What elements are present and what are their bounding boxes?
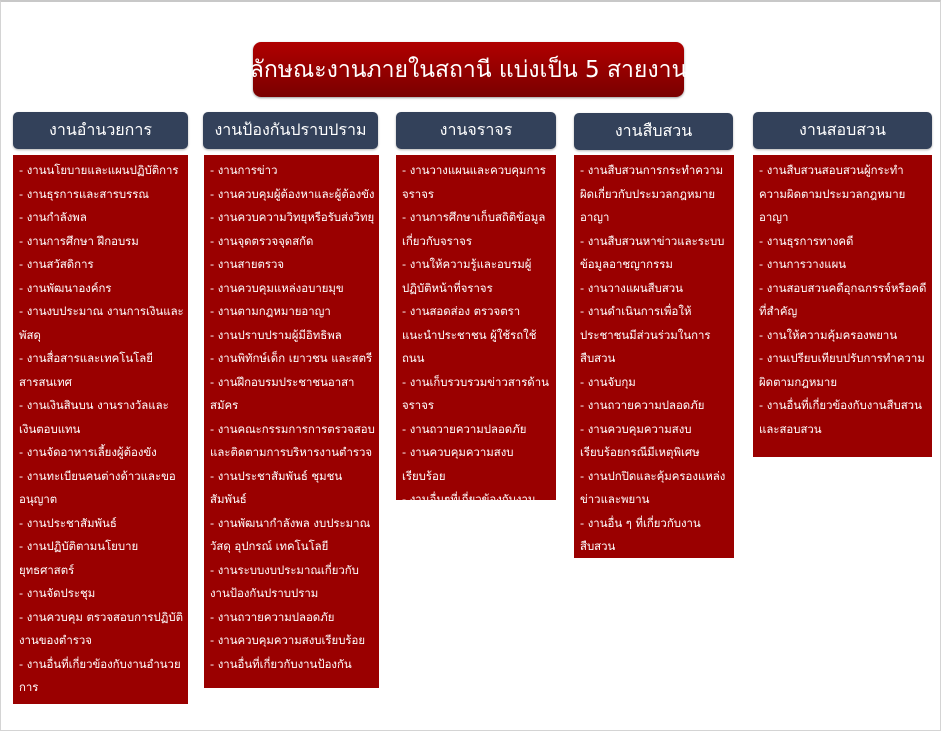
duty-item: - งานวางแผนและควบคุมการจราจร [402, 163, 546, 201]
duty-item: - งานวางแผนสืบสวน [580, 280, 683, 295]
duty-item: - งานให้ความรู้และอบรมผู้ปฏิบัติหน้าที่จราจร [402, 257, 532, 295]
duty-item: - งานปราบปรามผู้มีอิทธิพล [210, 327, 342, 342]
duty-item: - งานระบบงบประมาณเกี่ยวกับงานป้องกันปราบปราม [210, 562, 359, 600]
duty-item: - งานเปรียบเทียบปรับการทำความผิดตามกฎหมาย [759, 351, 925, 389]
duty-item: - งานการข่าว [210, 163, 278, 177]
column-box-administration [13, 155, 188, 704]
duty-item: - งานจัดอาหารเลี้ยงผู้ต้องขัง [19, 445, 157, 459]
column-header-crime-prevention: งานป้องกันปราบปราม [203, 112, 378, 149]
duty-item: - งานสายตรวจ [210, 257, 285, 271]
duty-item: - งานปฏิบัติตามนโยบายยุทธศาสตร์ [19, 539, 139, 577]
duty-list [402, 159, 552, 512]
duty-item: - งานถวายความปลอดภัย [580, 398, 705, 412]
duty-item: - งานทะเบียนคนต่างด้าวและขออนุญาต [19, 468, 176, 506]
duty-item: - งานจัดประชุม [19, 586, 96, 600]
duty-list [580, 159, 730, 559]
duty-item: - งานประชาสัมพันธ์ [19, 515, 117, 530]
duty-item: - งานประชาสัมพันธ์ ชุมชนสัมพันธ์ [210, 468, 343, 506]
duty-item: - งานเก็บรวบรวมข่าวสารด้านจราจร [402, 374, 549, 412]
duty-item: - งานจุดตรวจจุดสกัด [210, 233, 314, 248]
duty-item: - งานควบความวิทยุหรือรับส่งวิทยุ [210, 210, 375, 224]
duty-item: - งานสวัสดิการ [19, 257, 94, 271]
duty-item: - งานอื่นที่เกี่ยวข้องกับงานสืบสวนและสอบสวน [759, 398, 922, 436]
duty-item: - งานธุรการและสารบรรณ [19, 186, 149, 201]
duty-item: - งานควบคุมความสงบเรียบร้อย [210, 633, 366, 647]
column-box-crime-prevention [204, 155, 379, 688]
duty-item: - งานพัฒนากำลังพล งบประมาณ วัสดุ อุปกรณ์ เทคโนโลยี [210, 515, 371, 553]
duty-item: - งานควบคุมผู้ต้องหาและผู้ต้องขัง [210, 186, 375, 201]
duty-item: - งานอื่นๆที่เกี่ยวข้องกับงาน [402, 492, 536, 506]
duty-item: - งานสืบสวนการกระทำความผิดเกี่ยวกับประมวลกฎหมายอาญา [580, 163, 724, 224]
duty-item: - งานควบคุม ตรวจสอบการปฏิบัติงานของตำรวจ [19, 609, 183, 647]
duty-list [210, 159, 375, 676]
column-box-investigation [574, 155, 734, 558]
duty-item: - งานพัฒนาองค์กร [19, 280, 112, 295]
duty-list [19, 159, 184, 700]
column-box-traffic [396, 155, 556, 506]
duty-item: - งานควบคุมความสงบเรียบร้อยกรณีมีเหตุพิเศษ [580, 421, 700, 459]
duty-item: - งานนโยบายและแผนปฏิบัติการ [19, 163, 179, 177]
column-header-administration: งานอำนวยการ [13, 112, 188, 149]
page-title: ลักษณะงานภายในสถานี แบ่งเป็น 5 สายงาน [253, 42, 684, 97]
column-header-traffic: งานจราจร [396, 112, 556, 149]
duty-item: - งานสืบสวนสอบสวนผู้กระทำความผิดตามประมวลกฎหมายอาญา [759, 163, 906, 224]
duty-item: - งานสอดส่อง ตรวจตรา แนะนำประชาชน ผู้ใช้รถใช้ถนน [402, 304, 537, 365]
duty-item: - งานสอบสวนคดีอุกฉกรรจ์หรือคดีที่สำคัญ [759, 280, 927, 318]
duty-item: - งานการศึกษา ฝึกอบรม [19, 233, 139, 248]
duty-item: - งานอื่นที่เกี่ยวกับงานป้องกัน [210, 656, 352, 671]
column-header-investigation: งานสืบสวน [574, 113, 733, 150]
duty-item: - งานอื่น ๆ ที่เกี่ยวกับงานสืบสวน [580, 515, 701, 553]
duty-list [759, 159, 928, 441]
duty-item: - งานสื่อสารและเทคโนโลยีสารสนเทศ [19, 351, 153, 389]
duty-item: - งานฝึกอบรมประชาชนอาสาสมัคร [210, 374, 355, 412]
duty-item: - งานคณะกรรมการการตรวจสอบและติดตามการบริหารงานตำรวจ [210, 421, 375, 459]
duty-item: - งานให้ความคุ้มครองพยาน [759, 327, 898, 342]
duty-item: - งานการวางแผน [759, 257, 847, 271]
duty-item: - งานธุรการทางคดี [759, 233, 854, 248]
duty-item: - งานควบคุมแหล่งอบายมุข [210, 280, 344, 295]
duty-item: - งานกำลังพล [19, 210, 87, 224]
duty-item: - งานพิทักษ์เด็ก เยาวชน และสตรี [210, 351, 373, 365]
duty-item: - งานการศึกษาเก็บสถิติข้อมูลเกี่ยวกับจราจร [402, 210, 546, 248]
duty-item: - งานเงินสินบน งานรางวัลและเงินตอบแทน [19, 398, 169, 436]
column-box-inquiry [753, 155, 932, 457]
duty-item: - งานตามกฎหมายอาญา [210, 304, 331, 318]
duty-item: - งานถวายความปลอดภัย [210, 609, 335, 624]
duty-item: - งานดำเนินการเพื่อให้ประชาชนมีส่วนร่วมในการสืบสวน [580, 304, 711, 365]
duty-item: - งานถวายความปลอดภัย [402, 421, 527, 436]
duty-item: - งานควบคุมความสงบเรียบร้อย [402, 445, 514, 483]
duty-item: - งานจับกุม [580, 374, 636, 389]
column-header-inquiry: งานสอบสวน [753, 112, 932, 149]
duty-item: - งานอื่นที่เกี่ยวข้องกับงานอำนวยการ [19, 656, 181, 694]
duty-item: - งานงบประมาณ งานการเงินและพัสดุ [19, 304, 184, 342]
duty-item: - งานปกปิดและคุ้มครองแหล่งข่าวและพยาน [580, 468, 726, 506]
duty-item: - งานสืบสวนหาข่าวและระบบข้อมูลอาชญากรรม [580, 233, 725, 271]
